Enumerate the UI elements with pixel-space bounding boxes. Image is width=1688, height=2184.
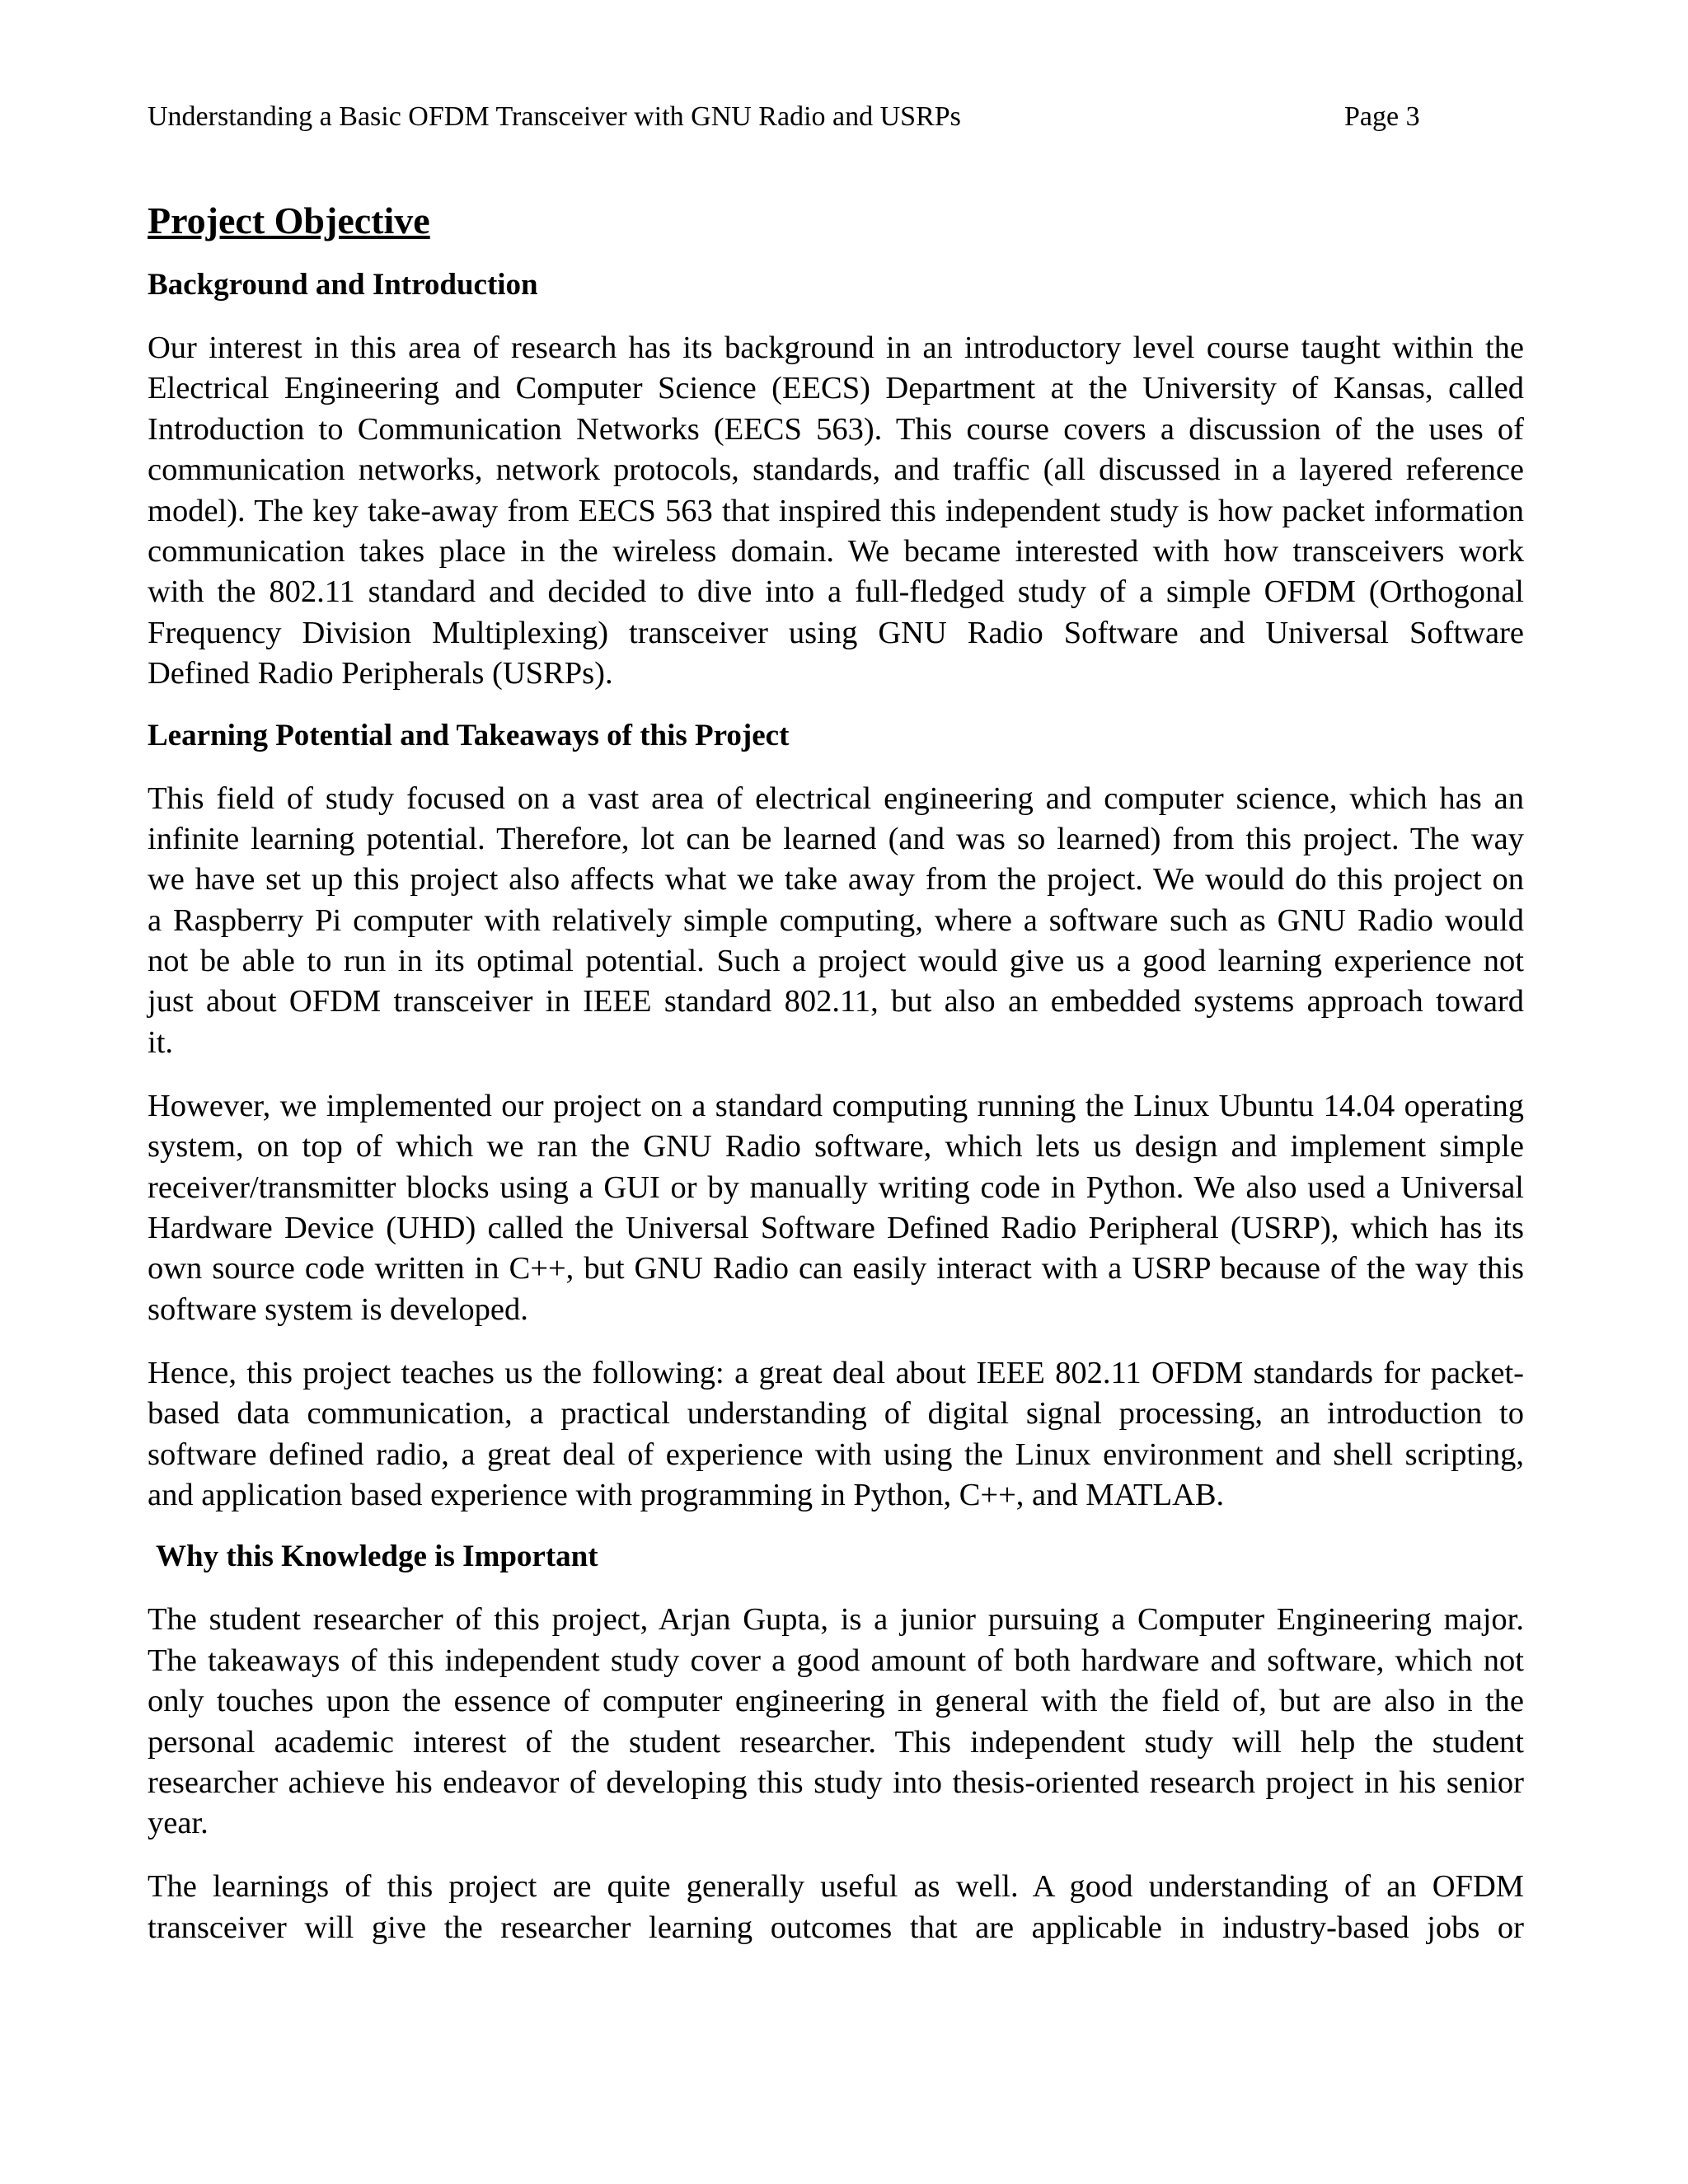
- paragraph: [148, 1867, 1524, 1948]
- page-number: Page 3: [1344, 101, 1420, 132]
- running-header-title: Understanding a Basic OFDM Transceiver with GNU Radio and USRPs: [148, 101, 961, 132]
- paragraph-line: Defined Radio Peripherals (USRPs).: [148, 656, 613, 691]
- paragraph-line: not be able to run in its optimal potential. Such a project would give us a good learning experience not: [148, 944, 1524, 979]
- subsection-heading: Learning Potential and Takeaways of this Project: [148, 718, 790, 752]
- paragraph-line: own source code written in C++, but GNU Radio can easily interact with a USRP because of the way this: [148, 1251, 1524, 1286]
- subsection-heading: Background and Introduction: [148, 268, 538, 302]
- paragraph-line: infinite learning potential. Therefore, lot can be learned (and was so learned) from this project. The way: [148, 821, 1524, 856]
- paragraph-line: based data communication, a practical understanding of digital signal processing, an introduction to: [148, 1396, 1524, 1432]
- paragraph-line: Hardware Device (UHD) called the Universal Software Defined Radio Peripheral (USRP), which has its: [148, 1211, 1524, 1246]
- paragraph: [148, 779, 1524, 1064]
- paragraph-line: Our interest in this area of research has its background in an introductory level course taught within the: [148, 330, 1524, 365]
- paragraph-line: Frequency Division Multiplexing) transceiver using GNU Radio Software and Universal Software: [148, 615, 1524, 650]
- paragraph-line: researcher achieve his endeavor of developing this study into thesis-oriented research project in his senior: [148, 1765, 1524, 1800]
- paragraph: [148, 1086, 1524, 1330]
- paragraph-line: system, on top of which we ran the GNU Radio software, which lets us design and implement simple: [148, 1129, 1524, 1165]
- paragraph-line: This field of study focused on a vast area of electrical engineering and computer science, which has an: [148, 780, 1524, 816]
- paragraph: [148, 328, 1524, 695]
- paragraph-line: it.: [148, 1024, 174, 1060]
- paragraph-line: The learnings of this project are quite generally useful as well. A good understanding of an OFDM: [148, 1869, 1524, 1905]
- paragraph-line: with the 802.11 standard and decided to dive into a full-fledged study of a simple OFDM (Orthogonal: [148, 574, 1524, 610]
- paragraph-line: software system is developed.: [148, 1291, 528, 1327]
- paragraph-line: we have set up this project also affects what we take away from the project. We would do this project on: [148, 862, 1524, 898]
- paragraph-line: However, we implemented our project on a standard computing running the Linux Ubuntu 14.04 operating: [148, 1088, 1524, 1123]
- paragraph-line: Electrical Engineering and Computer Science (EECS) Department at the University of Kansas, called: [148, 371, 1524, 406]
- paragraph-line: communication networks, network protocols, standards, and traffic (all discussed in a layered reference: [148, 452, 1524, 488]
- paragraph: [148, 1600, 1524, 1844]
- paragraph-line: receiver/transmitter blocks using a GUI or by manually writing code in Python. We also used a Universal: [148, 1169, 1524, 1205]
- paragraph-line: communication takes place in the wireless domain. We became interested with how transceivers work: [148, 533, 1524, 569]
- paragraph-line: personal academic interest of the student researcher. This independent study will help the student: [148, 1724, 1524, 1760]
- paragraph-line: Hence, this project teaches us the following: a great deal about IEEE 802.11 OFDM standards for packet-: [148, 1355, 1524, 1390]
- subsection-heading: Why this Knowledge is Important: [156, 1540, 598, 1574]
- paragraph-line: The takeaways of this independent study cover a good amount of both hardware and software, which not: [148, 1643, 1524, 1678]
- paragraph-line: The student researcher of this project, Arjan Gupta, is a junior pursuing a Computer Engineering major.: [148, 1602, 1524, 1638]
- paragraph-line: year.: [148, 1806, 209, 1841]
- paragraph-line: only touches upon the essence of computer engineering in general with the field of, but are also in the: [148, 1684, 1524, 1719]
- paragraph-line: a Raspberry Pi computer with relatively simple computing, where a software such as GNU Radio would: [148, 902, 1524, 938]
- paragraph-line: software defined radio, a great deal of experience with using the Linux environment and shell scripting,: [148, 1436, 1524, 1472]
- document-body: [148, 198, 1524, 1948]
- paragraph-line: model). The key take-away from EECS 563 that inspired this independent study is how packet information: [148, 493, 1524, 528]
- paragraph-line: just about OFDM transceiver in IEEE standard 802.11, but also an embedded systems approach toward: [148, 984, 1524, 1019]
- paragraph-line: Introduction to Communication Networks (EECS 563). This course covers a discussion of the uses of: [148, 411, 1524, 447]
- paragraph: [148, 1353, 1524, 1516]
- section-title: Project Objective: [148, 199, 430, 241]
- paragraph-line: and application based experience with programming in Python, C++, and MATLAB.: [148, 1477, 1225, 1512]
- paragraph-line: transceiver will give the researcher learning outcomes that are applicable in industry-based jobs or: [148, 1910, 1524, 1945]
